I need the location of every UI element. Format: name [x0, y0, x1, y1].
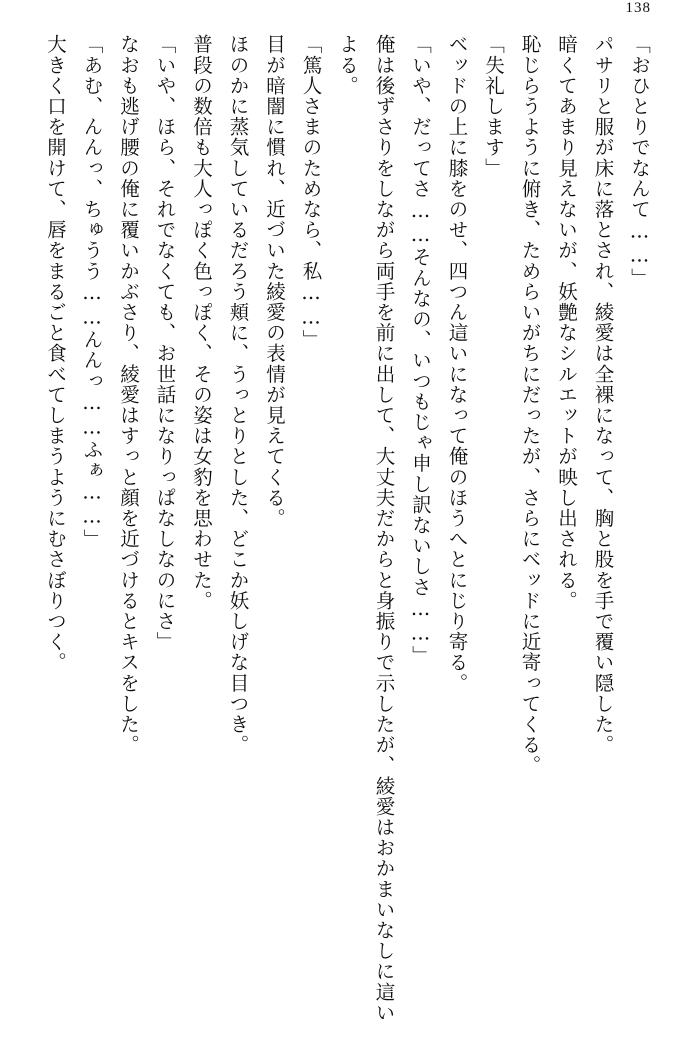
paragraph: 「いや、ほら、それでなくても、お世話になりっぱなしなのにさ」: [153, 34, 177, 652]
paragraph: ほのかに蒸気しているだろう頬に、うっとりとした、どこか妖しげな目つき。: [226, 34, 250, 755]
paragraph: 「失礼します」: [482, 34, 505, 179]
paragraph: 普段の数倍も大人っぽく色っぽく、その姿は女豹を思わせた。: [190, 34, 213, 611]
paragraph: 恥じらうように俯き、ためらいがちにだったが、さらにベッドに近寄ってくる。: [518, 34, 542, 776]
paragraph: 大きく口を開けて、唇をまるごと食べてしまうようにむさぼりつく。: [44, 34, 67, 673]
page-number: 138: [625, 0, 651, 16]
vertical-text-body: [22, 34, 657, 1026]
paragraph: ベッドの上に膝をのせ、四つん這いになって俺のほうへとにじり寄る。: [445, 34, 469, 694]
paragraph: 「いや、だってさ……そんなの、いつもじゃ申し訳ないしさ……」: [409, 34, 432, 666]
paragraph: なおも逃げ腰の俺に覆いかぶさり、綾愛はすっと顔を近づけるとキスをした。: [117, 34, 140, 755]
paragraph: 暗くてあまり見えないが、妖艶なシルエットが映し出される。: [555, 34, 578, 611]
paragraph: 「あむ、んんっ、ちゅうう……んんっ……ふぁ……」: [80, 34, 104, 550]
paragraph: 「おひとりでなんて……」: [628, 34, 651, 289]
paragraph: 目が暗闇に慣れ、近づいた綾愛の表情が見えてくる。: [263, 34, 286, 529]
paragraph: 「篤人さまのためなら、私……」: [299, 34, 323, 350]
paragraph: パサリと服が床に落とされ、綾愛は全裸になって、胸と股を手で覆い隠した。: [591, 34, 615, 755]
paragraph: 俺は後ずさりをしながら両手を前に出して、大丈夫だからと身振りで示したが、綾愛はおかまいなしに這いよる。: [336, 34, 396, 1023]
